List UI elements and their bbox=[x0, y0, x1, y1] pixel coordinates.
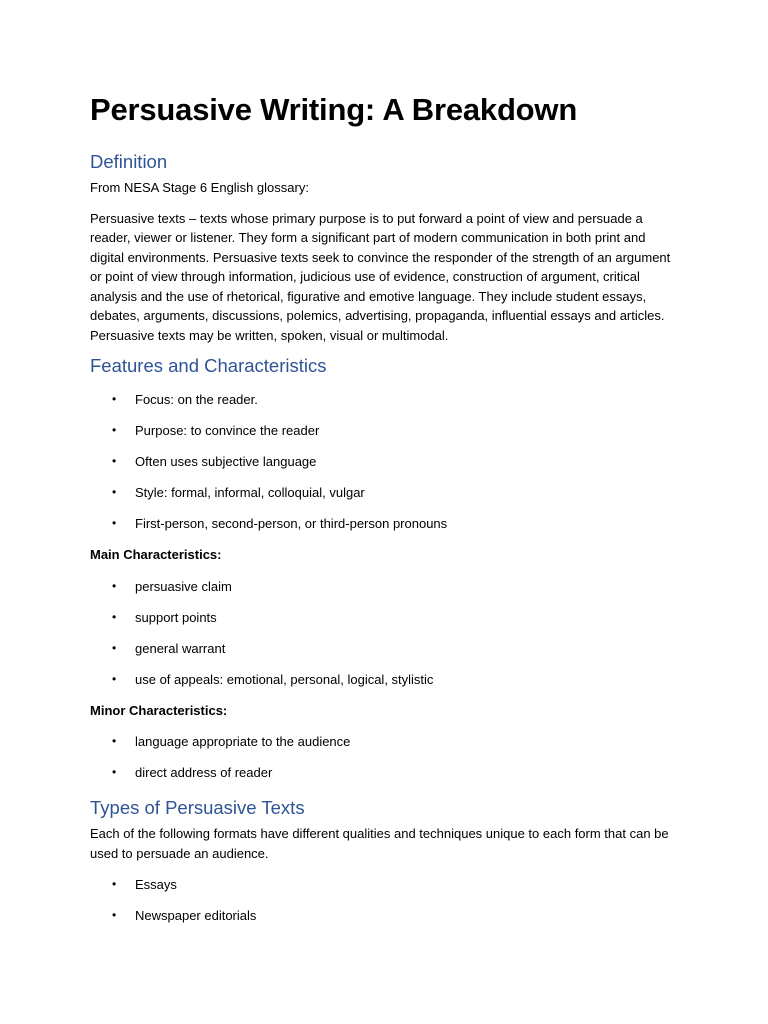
bullet-icon: • bbox=[112, 454, 117, 468]
bullet-icon: • bbox=[112, 671, 117, 686]
bullet-icon: • bbox=[112, 516, 117, 530]
list-item: • Purpose: to convince the reader bbox=[112, 423, 320, 438]
bullet-icon: • bbox=[112, 734, 117, 748]
bullet-icon: • bbox=[112, 765, 117, 779]
definition-body: Persuasive texts – texts whose primary purpose is to put forward a point of view and persuade a reader, viewer or listener. They form a significant part of modern communication in both print and digital environments. Persuasive texts seek to convince the responder of the strength of an argument or point of view through information, judicious use of evidence, construction of argument, critical analysis and the use of rhetorical, figurative and emotive language. They include student essays, debates, arguments, discussions, polemics, advertising, propaganda, influential essays and articles. Persuasive texts may be written, spoken, visual or multimodal. bbox=[90, 210, 671, 343]
main-characteristics-label: Main Characteristics: bbox=[90, 547, 222, 562]
list-item: • support points bbox=[112, 609, 217, 625]
list-item: • language appropriate to the audience bbox=[112, 734, 351, 749]
types-list bbox=[90, 875, 682, 925]
bullet-icon: • bbox=[112, 578, 117, 593]
list-item: • Essays bbox=[112, 877, 177, 892]
types-intro: Each of the following formats have different qualities and techniques unique to each form that can be used to persuade an audience. bbox=[90, 826, 669, 861]
bullet-icon: • bbox=[112, 877, 117, 891]
main-characteristics-list bbox=[90, 577, 682, 689]
list-item: • use of appeals: emotional, personal, logical, stylistic bbox=[112, 671, 434, 687]
features-list bbox=[90, 390, 682, 533]
document-title: Persuasive Writing: A Breakdown bbox=[90, 92, 578, 127]
definition-source: From NESA Stage 6 English glossary: bbox=[90, 180, 309, 195]
features-heading: Features and Characteristics bbox=[90, 355, 327, 376]
bullet-icon: • bbox=[112, 640, 117, 655]
list-item: • First-person, second-person, or third-person pronouns bbox=[112, 516, 448, 531]
list-item: • Often uses subjective language bbox=[112, 454, 317, 469]
list-item: • direct address of reader bbox=[112, 765, 273, 780]
list-item: • Style: formal, informal, colloquial, vulgar bbox=[112, 485, 365, 500]
minor-characteristics-list bbox=[90, 732, 682, 782]
list-item: • Focus: on the reader. bbox=[112, 392, 258, 407]
bullet-icon: • bbox=[112, 609, 117, 624]
minor-characteristics-label: Minor Characteristics: bbox=[90, 702, 228, 718]
types-heading: Types of Persuasive Texts bbox=[90, 797, 305, 818]
definition-heading: Definition bbox=[90, 151, 168, 172]
list-item: • persuasive claim bbox=[112, 578, 232, 594]
bullet-icon: • bbox=[112, 423, 117, 437]
bullet-icon: • bbox=[112, 485, 117, 499]
list-item: • general warrant bbox=[112, 640, 226, 656]
list-item: • Newspaper editorials bbox=[112, 908, 257, 923]
bullet-icon: • bbox=[112, 908, 117, 922]
bullet-icon: • bbox=[112, 392, 117, 406]
